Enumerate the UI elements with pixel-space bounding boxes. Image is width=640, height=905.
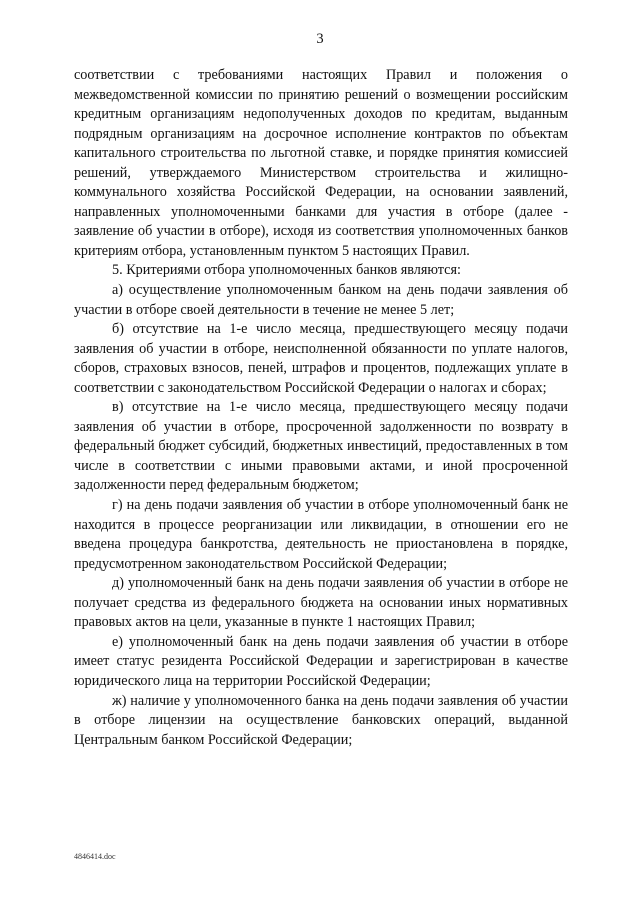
paragraph-item-zh: ж) наличие у уполномоченного банка на день подачи заявления об участии в отборе лицензии на осуществление банковских операций, выданной Центральным банком Российской Федерации; <box>74 692 568 748</box>
paragraph-item-5: 5. Критериями отбора уполномоченных банков являются: <box>112 262 461 279</box>
paragraph-item-b: б) отсутствие на 1-е число месяца, предшествующего месяцу подачи заявления об участии в отборе, неисполненной обязанности по уплате налогов, сборов, страховых взносов, пеней, штрафов и процентов, подлежащих уплате в соответствии с законодательством Российской Федерации о налогах и сборах; <box>74 321 568 396</box>
page-number: 3 <box>316 31 324 47</box>
paragraph-item-d: д) уполномоченный банк на день подачи заявления об участии в отборе не получает средства из федерального бюджета на основании иных нормативных правовых актов на цели, указанные в пункте 1 настоящих Правил; <box>74 575 568 631</box>
document-body <box>74 66 568 750</box>
paragraph-item-e: е) уполномоченный банк на день подачи заявления об участии в отборе имеет статус резидента Российской Федерации и зарегистрирован в качестве юридического лица на территории Российской Федерации; <box>74 633 568 689</box>
footer-file-code: 4846414.doc <box>74 852 116 861</box>
paragraph-continuation: соответствии с требованиями настоящих Правил и положения о межведомственной комиссии по принятию решений о возмещении российским кредитным организациям недополученных доходов по кредитам, выданным подрядным организациям на досрочное исполнение контрактов по объектам капитального строительства по льготной ставке, и порядке принятия комиссией решений, утверждаемого Министерством строительства и жилищно-коммунального хозяйства Российской Федерации, на основании заявлений, направленных уполномоченными банками для участия в отборе (далее - заявление об участии в отборе), исходя из соответствия уполномоченных банков критериям отбора, установленным пунктом 5 настоящих Правил. <box>74 67 568 259</box>
paragraph-item-g: г) на день подачи заявления об участии в отборе уполномоченный банк не находится в процессе реорганизации или ликвидации, в отношении его не введена процедура банкротства, деятельность не приостановлена в порядке, предусмотренном законодательством Российской Федерации; <box>74 497 568 572</box>
paragraph-item-a: а) осуществление уполномоченным банком на день подачи заявления об участии в отборе своей деятельности в течение не менее 5 лет; <box>74 282 568 318</box>
paragraph-item-v: в) отсутствие на 1-е число месяца, предшествующего месяцу подачи заявления об участии в отборе, просроченной задолженности по возврату в федеральный бюджет субсидий, бюджетных инвестиций, предоставленных в том числе в соответствии с иными правовыми актами, и иной просроченной задолженности перед федеральным бюджетом; <box>74 399 568 494</box>
